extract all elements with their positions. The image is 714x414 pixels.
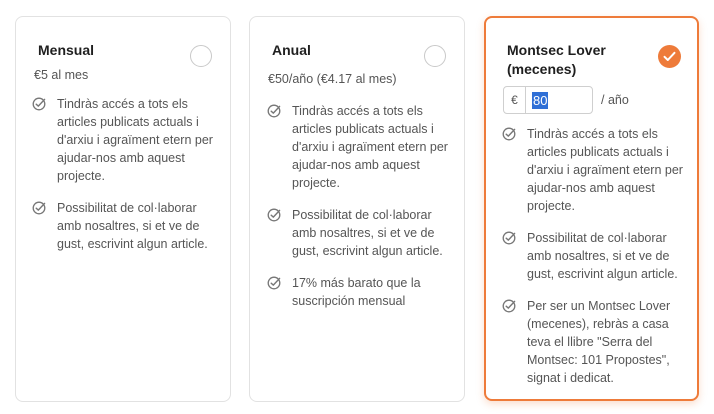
feature-item: [267, 102, 457, 192]
feature-item: [502, 229, 692, 283]
feature-text: Tindràs accés a tots els articles publicats actuals i d'arxiu i agraïment etern per ajudar-nos amb aquest projecte.: [292, 104, 448, 190]
feature-list: [32, 95, 222, 267]
feature-text: Possibilitat de col·laborar amb nosaltres, si et ve de gust, escrivint algun article.: [292, 208, 443, 258]
feature-text: Tindràs accés a tots els articles publicats actuals i d'arxiu i agraïment etern per ajudar-nos amb aquest projecte.: [57, 97, 213, 183]
plan-radio-anual[interactable]: [424, 45, 446, 67]
check-circle-icon: [267, 104, 281, 123]
plan-radio-mensual[interactable]: [190, 45, 212, 67]
amount-input[interactable]: [530, 89, 590, 111]
feature-item: [32, 95, 222, 185]
amount-selection: 80: [533, 93, 548, 108]
plan-card-anual[interactable]: [249, 16, 465, 402]
feature-item: [267, 206, 457, 260]
per-year-label: / año: [601, 93, 629, 107]
check-circle-icon: [267, 276, 281, 295]
feature-text: Possibilitat de col·laborar amb nosaltres, si et ve de gust, escrivint algun article.: [527, 231, 678, 281]
feature-item: [502, 297, 692, 387]
plan-card-montsec-lover[interactable]: [484, 16, 699, 401]
selected-checkmark-icon[interactable]: [658, 45, 681, 68]
feature-list: [502, 125, 692, 401]
feature-text: Possibilitat de col·laborar amb nosaltres, si et ve de gust, escrivint algun article.: [57, 201, 208, 251]
feature-item: [502, 125, 692, 215]
check-circle-icon: [32, 201, 46, 220]
plan-title: Montsec Lover (mecenes): [507, 42, 606, 77]
feature-text: 17% más barato que la suscripción mensual: [292, 276, 421, 308]
feature-list: [267, 102, 457, 324]
feature-text: Per ser un Montsec Lover (mecenes), rebràs a casa teva el llibre "Serra del Montsec: 101 Propostes", signat i dedicat.: [527, 299, 671, 385]
check-circle-icon: [502, 299, 516, 318]
plan-title: Anual: [272, 42, 311, 58]
check-circle-icon: [502, 231, 516, 250]
check-circle-icon: [32, 97, 46, 116]
plan-price: €5 al mes: [34, 68, 89, 82]
amount-input-wrap[interactable]: [526, 89, 590, 111]
currency-symbol: €: [504, 87, 526, 113]
feature-text: Tindràs accés a tots els articles publicats actuals i d'arxiu i agraïment etern per ajudar-nos amb aquest projecte.: [527, 127, 683, 213]
feature-item: [32, 199, 222, 253]
feature-item: [267, 274, 457, 310]
check-circle-icon: [267, 208, 281, 227]
amount-field[interactable]: [503, 86, 593, 114]
plan-price: €50/año (€4.17 al mes): [268, 72, 397, 86]
amount-row: [503, 86, 629, 114]
check-circle-icon: [502, 127, 516, 146]
plan-title: Mensual: [38, 42, 95, 58]
plan-card-mensual[interactable]: [15, 16, 231, 402]
